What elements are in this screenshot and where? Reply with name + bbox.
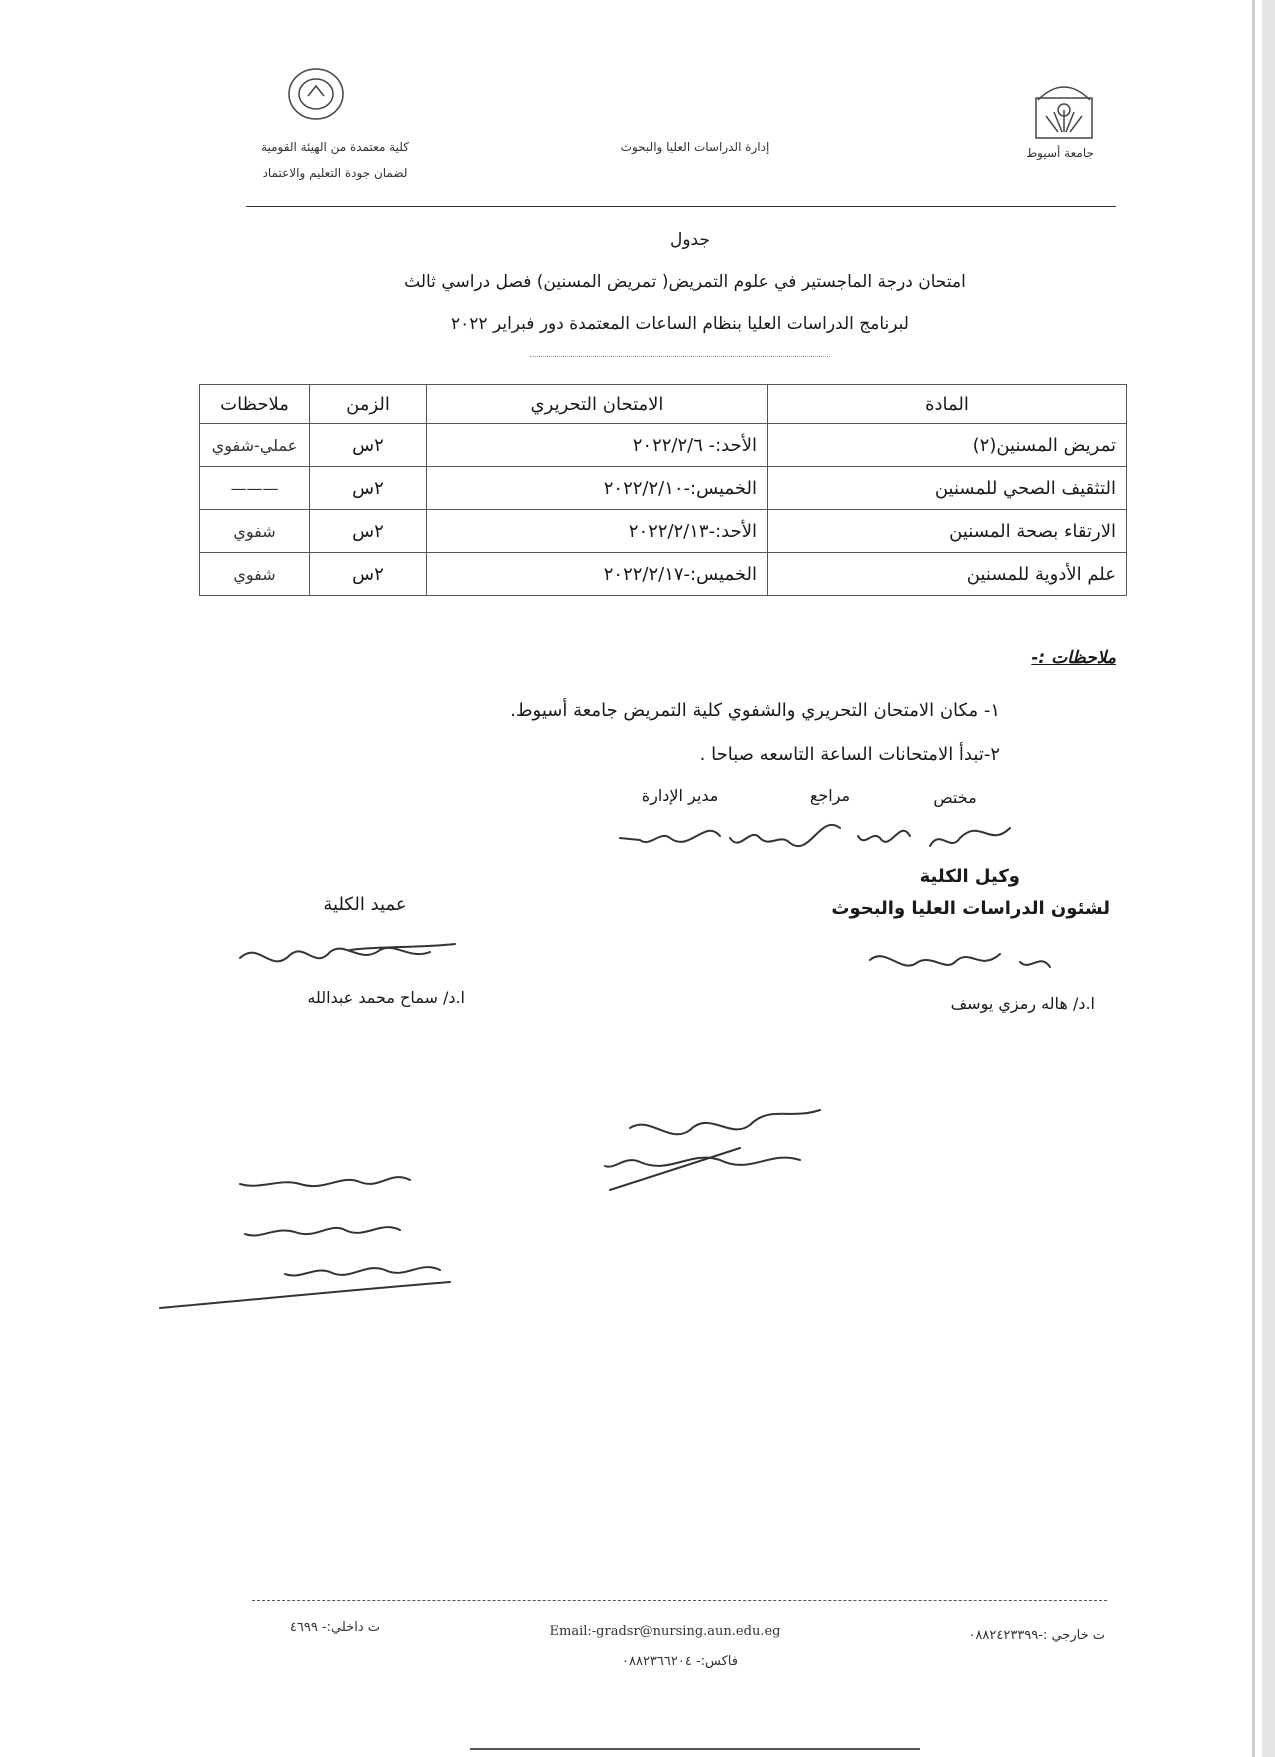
program-title: لبرنامج الدراسات العليا بنظام الساعات المعتمدة دور فبراير ٢٠٢٢ bbox=[451, 314, 909, 334]
cell-duration: ٢س bbox=[310, 510, 427, 553]
document-title: جدول bbox=[670, 230, 710, 250]
table-row bbox=[200, 467, 1127, 510]
note-item: ٢-تبدأ الامتحانات الساعة التاسعه صباحا . bbox=[699, 744, 1000, 765]
header-subject: المادة bbox=[768, 385, 1127, 424]
cell-notes: شفوي bbox=[200, 510, 310, 553]
cell-notes: شفوي bbox=[200, 553, 310, 596]
cell-subject: الارتقاء بصحة المسنين bbox=[768, 510, 1127, 553]
cell-date: الخميس:-٢٠٢٢/٢/١٧ bbox=[427, 553, 768, 596]
table-row bbox=[200, 424, 1127, 467]
handwritten-approval-note bbox=[150, 1160, 470, 1310]
dean-signature bbox=[230, 930, 460, 980]
dean-title: عميد الكلية bbox=[323, 894, 407, 915]
manager-label: مدير الإدارة bbox=[641, 786, 719, 805]
notes-heading: ملاحظات :- bbox=[1031, 648, 1116, 668]
cell-duration: ٢س bbox=[310, 553, 427, 596]
title-underline bbox=[530, 356, 830, 357]
exam-title: امتحان درجة الماجستير في علوم التمريض( تمريض المسنين) فصل دراسي ثالث bbox=[404, 272, 966, 292]
vice-dean-subtitle: لشئون الدراسات العليا والبحوث bbox=[831, 898, 1110, 919]
reviewer-label: مراجع bbox=[809, 786, 851, 805]
vice-dean-name: ا.د/ هاله رمزي يوسف bbox=[950, 994, 1095, 1013]
cell-date: الخميس:-٢٠٢٢/٢/١٠ bbox=[427, 467, 768, 510]
cell-notes: ——— bbox=[200, 467, 310, 510]
header-divider bbox=[246, 206, 1116, 207]
dean-name: ا.د/ سماح محمد عبدالله bbox=[307, 988, 465, 1007]
staff-signatures bbox=[610, 808, 1020, 868]
internal-phone: ت داخلي:- ٤٦٩٩ bbox=[289, 1620, 380, 1635]
vice-dean-signature bbox=[860, 932, 1060, 982]
page-bottom-edge bbox=[470, 1748, 920, 1750]
footer-divider bbox=[252, 1600, 1107, 1601]
cell-subject: تمريض المسنين(٢) bbox=[768, 424, 1127, 467]
header-written-exam: الامتحان التحريري bbox=[427, 385, 768, 424]
university-name: جامعة أسيوط bbox=[1026, 146, 1094, 160]
cell-duration: ٢س bbox=[310, 467, 427, 510]
scan-edge bbox=[1252, 0, 1255, 1757]
scan-edge bbox=[1262, 0, 1275, 1757]
cell-date: الأحد:- ٢٠٢٢/٢/٦ bbox=[427, 424, 768, 467]
header-notes: ملاحظات bbox=[200, 385, 310, 424]
note-item: ١- مكان الامتحان التحريري والشفوي كلية التمريض جامعة أسيوط. bbox=[510, 700, 1000, 721]
university-logo bbox=[1028, 76, 1100, 140]
table-row bbox=[200, 510, 1127, 553]
specialist-label: مختص bbox=[933, 788, 977, 807]
vice-dean-title: وكيل الكلية bbox=[919, 866, 1020, 887]
cell-date: الأحد:-٢٠٢٢/٢/١٣ bbox=[427, 510, 768, 553]
accreditation-line-2: لضمان جودة التعليم والاعتماد bbox=[262, 166, 408, 180]
external-phone: ت خارجي :-٠٨٨٢٤٢٣٣٩٩ bbox=[968, 1628, 1105, 1643]
cell-subject: التثقيف الصحي للمسنين bbox=[768, 467, 1127, 510]
fax-number: فاكس:- ٠٨٨٢٣٦٦٢٠٤ bbox=[622, 1654, 738, 1669]
cell-subject: علم الأدوية للمسنين bbox=[768, 553, 1127, 596]
table-row bbox=[200, 553, 1127, 596]
email-address: Email:-gradsr@nursing.aun.edu.eg bbox=[549, 1624, 781, 1639]
approval-signature bbox=[600, 1100, 830, 1200]
header-duration: الزمن bbox=[310, 385, 427, 424]
cell-duration: ٢س bbox=[310, 424, 427, 467]
cell-notes: عملي-شفوي bbox=[200, 424, 310, 467]
exam-schedule-table bbox=[199, 384, 1127, 596]
accreditation-line-1: كلية معتمدة من الهيئة القومية bbox=[261, 140, 409, 154]
department-name: إدارة الدراسات العليا والبحوث bbox=[620, 140, 770, 154]
accreditation-seal bbox=[286, 66, 346, 122]
table-header-row bbox=[200, 385, 1127, 424]
